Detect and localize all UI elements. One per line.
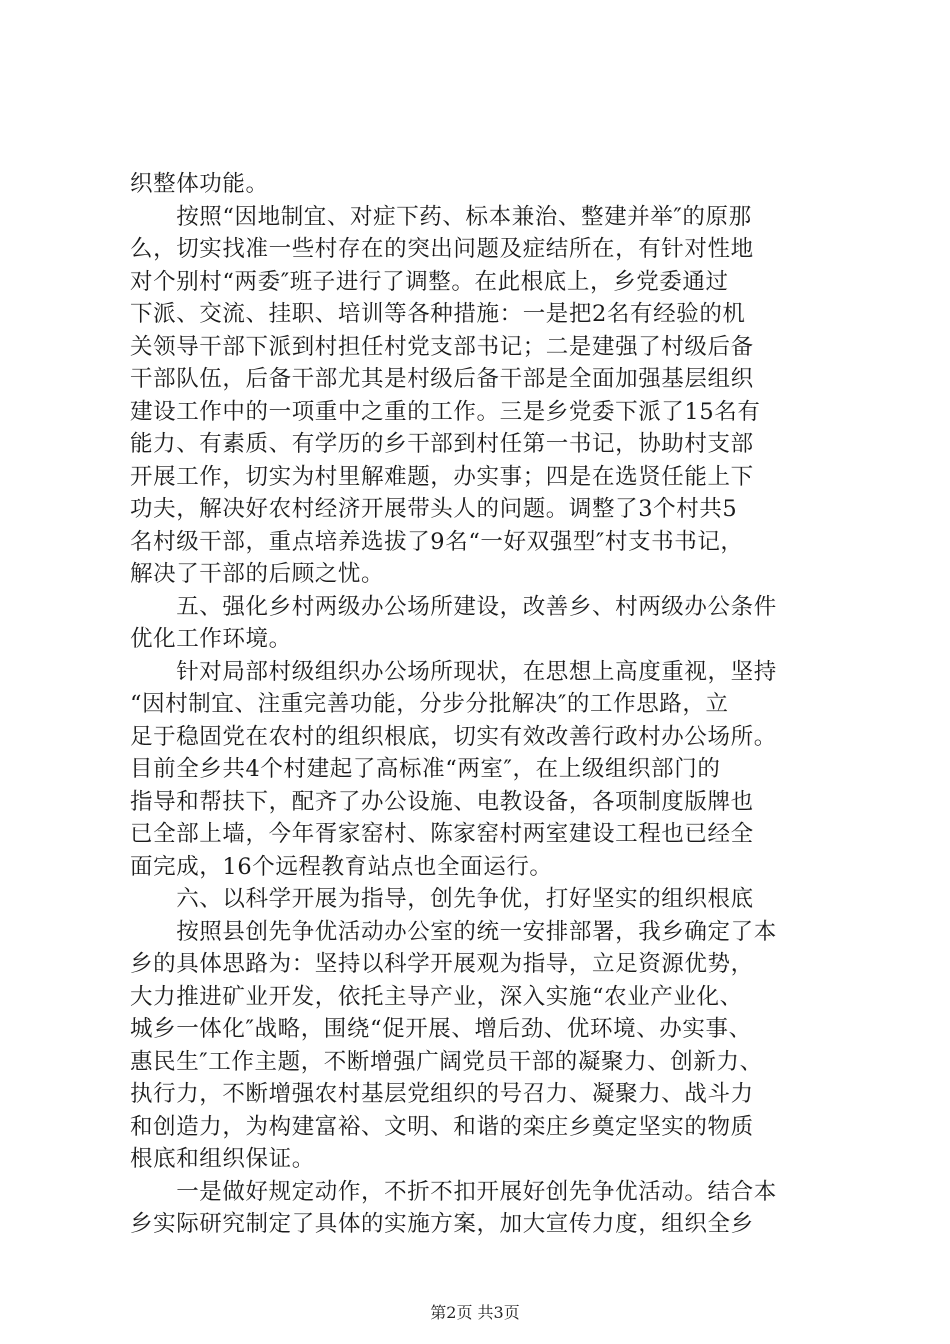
text-line: 面完成，16个远程教育站点也全面运行。 [130, 853, 553, 880]
text-line: “因村制宜、注重完善功能，分步分批解决″的工作思路，立 [130, 691, 729, 717]
text-line: 和创造力，为构建富裕、文明、和谐的栾庄乡奠定坚实的物质 [130, 1113, 754, 1140]
text-line: 下派、交流、挂职、培训等各种措施：一是把2名有经验的机 [130, 301, 746, 327]
text-line: 执行力，不断增强农村基层党组织的号召力、凝聚力、战斗力 [130, 1081, 754, 1107]
text-line: 优化工作环境。 [130, 626, 292, 652]
text-line: 按照“因地制宜、对症下药、标本兼治、整建并举″的原那 [130, 203, 752, 230]
text-line: 指导和帮扶下，配齐了办公设施、电教设备，各项制度版牌也 [130, 788, 754, 815]
text-line: 乡实际研究制定了具体的实施方案，加大宣传力度，组织全乡 [130, 1211, 754, 1237]
text-line: 乡的具体思路为：坚持以科学开展观为指导，立足资源优势， [130, 951, 754, 977]
body-text [130, 168, 830, 1241]
text-line: 按照县创先争优活动办公室的统一安排部署，我乡确定了本 [130, 918, 777, 945]
text-line: 六、以科学开展为指导，创先争优，打好坚实的组织根底 [130, 886, 754, 912]
page-footer: 第2页 共3页 [430, 1303, 520, 1322]
text-line: 关领导干部下派到村担任村党支部书记；二是建强了村级后备 [130, 333, 754, 360]
text-line: 足于稳固党在农村的组织根底，切实有效改善行政村办公场所。 [130, 723, 777, 750]
text-line: 城乡一体化″战略，围绕“促开展、增后劲、优环境、办实事、 [130, 1016, 752, 1042]
text-line: 对个别村“两委″班子进行了调整。在此根底上，乡党委通过 [130, 268, 729, 295]
text-line: 根底和组织保证。 [130, 1146, 315, 1172]
text-line: 开展工作，切实为村里解难题，办实事；四是在选贤任能上下 [130, 463, 754, 490]
text-line: 已全部上墙，今年胥家窑村、陈家窑村两室建设工程也已经全 [130, 821, 754, 847]
text-line: 名村级干部，重点培养选拔了9名“一好双强型″村支书书记， [130, 528, 744, 555]
text-line: 目前全乡共4个村建起了高标准“两室″，在上级组织部门的 [130, 756, 721, 782]
text-line: 惠民生″工作主题，不断增强广阔党员干部的凝聚力、创新力、 [130, 1048, 763, 1075]
text-line: 织整体功能。 [130, 171, 269, 197]
text-line: 解决了干部的后顾之忧。 [130, 561, 385, 587]
text-line: 么，切实找准一些村存在的突出问题及症结所在，有针对性地 [130, 236, 754, 262]
text-line: 一是做好规定动作，不折不扣开展好创先争优活动。结合本 [130, 1178, 777, 1205]
text-line: 干部队伍，后备干部尤其是村级后备干部是全面加强基层组织 [130, 366, 754, 392]
text-line: 建设工作中的一项重中之重的工作。三是乡党委下派了15名有 [130, 398, 761, 425]
text-line: 五、强化乡村两级办公场所建设，改善乡、村两级办公条件 [130, 593, 777, 620]
text-line: 大力推进矿业开发，依托主导产业，深入实施“农业产业化、 [130, 983, 743, 1010]
text-line: 能力、有素质、有学历的乡干部到村任第一书记，协助村支部 [130, 431, 754, 457]
text-line: 功夫，解决好农村经济开展带头人的问题。调整了3个村共5 [130, 496, 738, 522]
text-line: 针对局部村级组织办公场所现状，在思想上高度重视，坚持 [130, 658, 777, 685]
